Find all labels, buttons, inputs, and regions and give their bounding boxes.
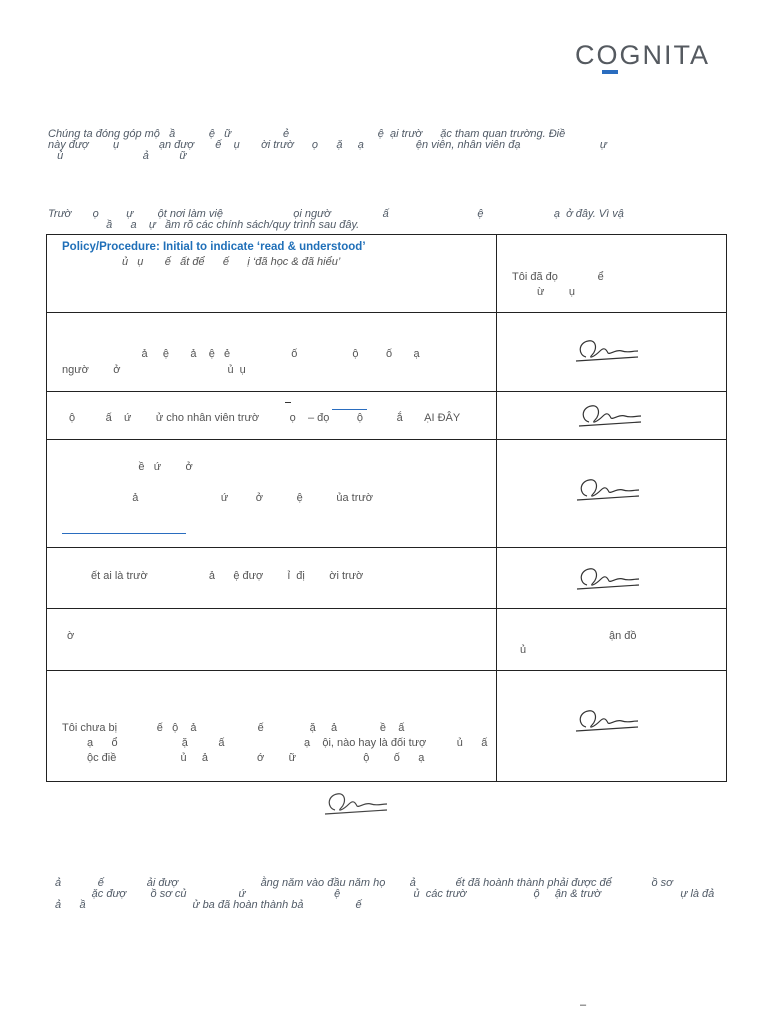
intro-paragraph	[48, 129, 728, 162]
signature-cell[interactable]	[497, 313, 727, 392]
macron-mark	[285, 402, 291, 403]
policy-cell	[47, 440, 497, 548]
page-mark: –	[580, 999, 587, 1011]
table-header-row	[47, 235, 727, 313]
intro-line: này đượ ụ ạn đượ ế ụ ời trườ ọ ặ ạ ện viên, nhân viên đạ ự	[48, 139, 607, 151]
signature-cell[interactable]	[497, 548, 727, 609]
policy-cell	[47, 671, 497, 782]
initial-signature	[573, 563, 643, 593]
signature-cell[interactable]	[497, 392, 727, 440]
policy-acknowledgement-table	[46, 234, 727, 782]
initial-signature	[572, 705, 642, 735]
logo-accent-bar	[602, 70, 618, 74]
table-title: Policy/Procedure: Initial to indicate ‘read & understood’	[62, 241, 366, 253]
read-understood-label-2: ừ ụ	[537, 286, 575, 298]
declaration-text: ạ ổ ặ ấ ạ ội, nào hay là đối tượ ủ ấ	[87, 737, 488, 749]
consent-text: ận đồ	[609, 630, 637, 642]
policy-link[interactable]	[62, 533, 186, 534]
policy-cell	[47, 392, 497, 440]
policy-text: ết ai là trườ ả ệ đượ ỉ đị ời trườ	[91, 570, 364, 582]
header-left-cell	[47, 235, 497, 313]
table-row	[47, 548, 727, 609]
policy-text: ả ứ ở ệ ủa trườ	[62, 492, 373, 504]
read-understood-label: Tôi đã đọ ể	[512, 271, 604, 283]
signature-cell[interactable]	[497, 440, 727, 548]
workplace-line: Trườ ọ ự ột nơi làm việ ọi ngườ ấ ệ ạ ở đây. Vì vậ	[48, 208, 624, 220]
table-subtitle: ủ ụ ế ất để ế ị ‘đã học & đã hiểu’	[122, 256, 341, 268]
initial-signature	[575, 400, 645, 430]
declaration-text: ộc điề ủ ả ớ ữ ộ ố ạ	[87, 752, 425, 764]
intro-line: Chúng ta đóng góp mộ ầ ệ ữ ẻ ệ ại trườ ặc tham quan trường. Điề	[48, 128, 566, 140]
policy-cell	[47, 313, 497, 392]
workplace-line: ầ a ự ầm rõ các chính sách/quy trình sau đây.	[48, 219, 360, 231]
initial-signature	[572, 335, 642, 365]
link-underline[interactable]	[332, 409, 367, 410]
policy-cell	[47, 609, 497, 671]
table-row	[47, 609, 727, 671]
declaration-text: Tôi chưa bị ế ộ ả ế ặ ả ề ấ	[62, 722, 405, 734]
footer-line: ả ầ ử ba đã hoàn thành bả ế	[55, 899, 362, 911]
policy-text: ngườ ở ủ ụ	[62, 364, 246, 376]
table-row	[47, 313, 727, 392]
footer-line: ả ế ải đượ ằng năm vào đầu năm họ ả ết đã hoành thành phải được để ồ sơ	[55, 877, 673, 889]
intro-line: ủ ả ữ	[48, 150, 187, 162]
workplace-paragraph	[48, 209, 728, 231]
policy-text: ả ệ ả ệ ẻ ố ộ ố ạ	[62, 348, 420, 360]
signature-cell[interactable]	[497, 609, 727, 671]
main-signature[interactable]	[320, 788, 392, 818]
consent-text: ủ	[520, 644, 527, 656]
policy-text: ờ	[67, 630, 75, 642]
signature-cell[interactable]	[497, 671, 727, 782]
table-row	[47, 440, 727, 548]
cognita-logo: COGNITA	[575, 40, 710, 70]
table-row	[47, 392, 727, 440]
footer-paragraph	[55, 878, 728, 911]
header-right-cell	[497, 235, 727, 313]
policy-text: ộ ấ ứ ử cho nhân viên trườ ọ – đọ ộ ắ ẠI ĐÂY	[69, 412, 461, 424]
footer-line: ặc đượ ồ sơ củ ứ ệ ủ các trườ ộ ận & trườ ự là đả	[55, 888, 715, 900]
policy-text: ề ứ ở	[62, 461, 193, 473]
initial-signature	[573, 474, 643, 504]
table-row	[47, 671, 727, 782]
policy-cell	[47, 548, 497, 609]
